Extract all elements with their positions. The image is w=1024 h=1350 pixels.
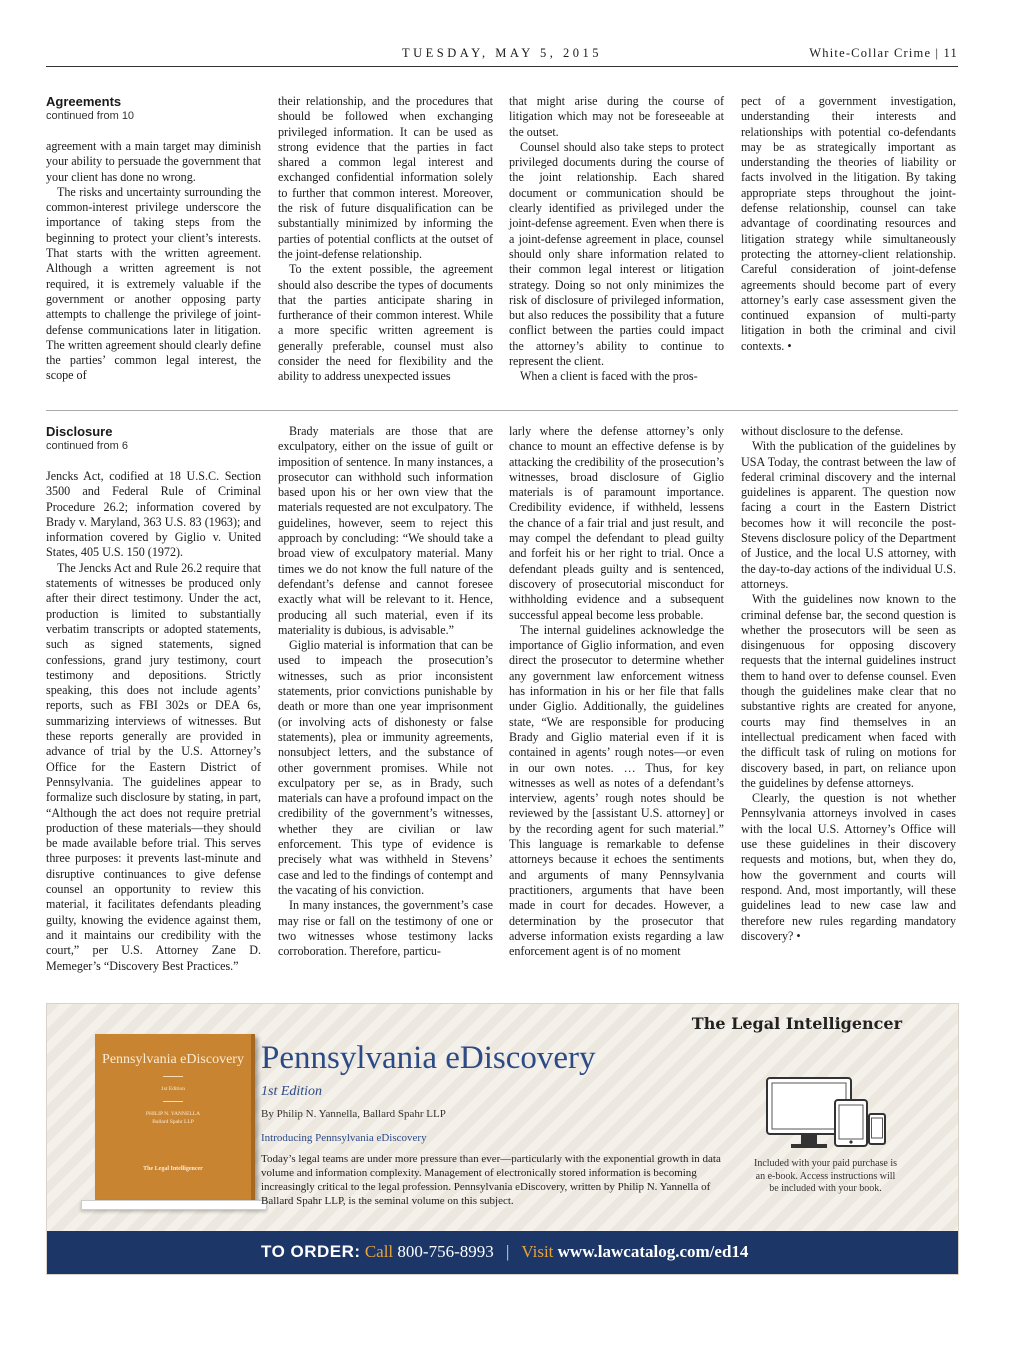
order-label: TO ORDER: bbox=[261, 1242, 361, 1261]
disclosure-section bbox=[46, 424, 958, 994]
paragraph: In many instances, the government’s case may rise or fall on the testimony of one or two witnesses whose testimony lacks corroboration. Therefore, particu- bbox=[278, 898, 493, 959]
ebook-note: Included with your paid purchase is an e-book. Access instructions will be included with your book. bbox=[753, 1158, 898, 1194]
paragraph: without disclosure to the defense. bbox=[741, 424, 904, 438]
book-cover-title: Pennsylvania eDiscovery bbox=[102, 1052, 244, 1067]
ad-author: By Philip N. Yannella, Ballard Spahr LLP bbox=[261, 1108, 446, 1120]
legal-intelligencer-logo: The Legal Intelligencer bbox=[691, 1014, 902, 1033]
paragraph: their relationship, and the procedures that should be followed when exchanging privileged information. It can be used as strong evidence that the parties in fact shared a common legal interest and exchanged confidential information solely to further that common interest. Moreover, the risk of future disqualification can be substantially minimized by informing the parties of potential conflicts at the outset of the joint-defense relationship. bbox=[278, 94, 493, 261]
agreements-column-3 bbox=[509, 94, 724, 385]
book-cover-author: PHILIP N. YANNELLA bbox=[145, 1111, 201, 1117]
book-advertisement[interactable] bbox=[46, 1003, 959, 1275]
book-cover-rule bbox=[163, 1101, 183, 1102]
paragraph: Counsel should also take steps to protect privileged documents during the course of the joint relationship. Each shared document or communication should be clearly identified as privileged under the joint-defense agreement. Even when there is a joint-defense agreement in place, counsel should only share information related to their common legal interest or litigation strategy. Doing so not only minimizes the risk of disclosure of privileged information, but also reduces the possibility that a future conflict between the parties could impact the attorney’s ability to continue to represent the client. bbox=[509, 139, 724, 369]
paragraph: that might arise during the course of litigation which may not be foreseeable at the outset. bbox=[509, 94, 724, 139]
section-divider bbox=[46, 410, 958, 411]
book-cover-rule bbox=[163, 1076, 183, 1077]
disclosure-column-2 bbox=[278, 424, 493, 959]
disclosure-column-4 bbox=[741, 424, 956, 944]
paragraph: pect of a government investigation, understanding their interests and relationships with potential co-defendants may be as strategically important as understanding the theories of liability or facts involved in the litigation. By taking appropriate steps throughout the joint-defense relationship, counsel can take advantage of coordinating resources and litigation strategy while simultaneously protecting the attorney-client relationship. Careful consideration of joint-defense agreements should become part of every attorney’s early case assessment given the continued expansion of multi-party litigation in both the criminal and civil contexts. • bbox=[741, 94, 956, 353]
agreements-column-2 bbox=[278, 94, 493, 385]
disclosure-column-3 bbox=[509, 424, 724, 959]
paragraph: The risks and uncertainty surrounding the common-interest privilege underscore the importance of taking steps from the beginning to protect your client’s interests. That starts with the written agreement. Although a written agreement is not required, it is extremely valuable if the government or another opposing party attempts to challenge the privilege of joint-defense communications later in litigation. The written agreement should clearly define the parties’ common legal interest, the scope of bbox=[46, 184, 261, 383]
agreements-section bbox=[46, 94, 958, 399]
issue-date: TUESDAY, MAY 5, 2015 bbox=[401, 46, 602, 60]
agreements-title: Agreements bbox=[46, 94, 122, 109]
ad-intro: Introducing Pennsylvania eDiscovery bbox=[261, 1132, 427, 1144]
ad-description: Today’s legal teams are under more pressure than ever—particularly with the exponential growth in data volume and information complexity. Management of electronically stored information is becoming increasingly critical to the legal profession. Pennsylvania eDiscovery, written by Philip N. Yannella of Ballard Spahr LLP, is the seminal volume on this subject. bbox=[261, 1153, 721, 1207]
agreements-column-1 bbox=[46, 94, 261, 384]
visit-label: Visit bbox=[521, 1242, 554, 1261]
book-cover-edition: 1st Edition bbox=[161, 1086, 185, 1092]
book-cover-image[interactable] bbox=[95, 1034, 255, 1204]
bar-separator: | bbox=[506, 1242, 510, 1261]
paragraph: Jencks Act, codified at 18 U.S.C. Section 3500 and Federal Rule of Criminal Procedure 26.2; information covered by Brady v. Maryland, 363 U.S. 83 (1963); and information covered by Giglio v. United States, 405 U.S. 150 (1972). bbox=[46, 469, 261, 560]
section-page-label: White-Collar Crime | 11 bbox=[809, 46, 958, 60]
ad-edition: 1st Edition bbox=[261, 1084, 323, 1099]
devices-icon bbox=[765, 1076, 887, 1152]
disclosure-column-1 bbox=[46, 424, 261, 974]
paragraph: Brady materials are those that are exculpatory, either on the issue of guilt or imposition of sentence. In many instances, a prosecutor can withhold such information based upon his or her own view that the materials requested are not exculpatory. The guidelines, however, seem to reject this approach by concluding: “We should take a broad view of exculpatory material. Many times we do not know the full nature of the defendant’s defense and cannot foresee exactly what will be relevant to it. Hence, producing all such material, even if its materiality is dubious, is advisable.” bbox=[278, 424, 493, 637]
ad-book-title: Pennsylvania eDiscovery bbox=[261, 1040, 596, 1076]
disclosure-title: Disclosure bbox=[46, 424, 113, 439]
agreements-continued-note: continued from 10 bbox=[46, 110, 135, 122]
call-label: Call bbox=[364, 1242, 394, 1261]
paragraph: agreement with a main target may diminish your ability to persuade the government that your client has done no wrong. bbox=[46, 139, 261, 184]
paragraph: When a client is faced with the pros- bbox=[520, 369, 698, 384]
paragraph: larly where the defense attorney’s only chance to mount an effective defense is by attacking the credibility of the prosecution’s witnesses, broad disclosure of Giglio materials is of paramount importance. Credibility evidence, if withheld, lessens the chance of a fair trial and just result, and may compel the defendant to plead guilty and forfeit his or her right to trial. Once a defendant pleads guilty and is sentenced, discovery of prosecutorial misconduct for withholding evidence and a subsequent successful appeal become less probable. bbox=[509, 424, 724, 622]
paragraph: To the extent possible, the agreement should also describe the types of documents that the parties anticipate sharing in furtherance of their common interest. While a more specific written agreement is generally preferable, counsel must also consider the need for flexibility and the ability to address unexpected issues bbox=[278, 262, 493, 384]
disclosure-continued-note: continued from 6 bbox=[46, 440, 128, 452]
paragraph: Giglio material is information that can be used to impeach the prosecution’s witnesses, such as prior inconsistent statements, prior convictions punishable by death or more than one year imprisonment (or involving acts of dishonesty or false statements), plea or immunity agreements, nonsubject letters, and the substance of other government promises. While not exculpatory per se, as in Brady, such materials can have a profound impact on the credibility of the government’s witnesses, whether they are civilian or law enforcement. This type of evidence is precisely what was withheld in Stevens’ case and led to the findings of contempt and the vacating of his conviction. bbox=[278, 638, 493, 897]
paragraph: Clearly, the question is not whether Pennsylvania attorneys involved in cases with the local U.S. Attorney’s Office will use these guidelines in their discovery requests and motions, but, when they do, how the government and courts will respond. And, most importantly, will these guidelines lead to new case law and therefore new rules regarding mandatory discovery? • bbox=[741, 791, 956, 943]
paragraph: The Jencks Act and Rule 26.2 require that statements of witnesses be produced only after their direct testimony. Under the act, production is limited to substantially verbatim transcripts or adopted statements, such as signed statements, signed confessions, grand jury testimony, court testimony and depositions. Strictly speaking, this does not include agents’ reports, such as FBI 302s or DEA 6s, summarizing interviews of witnesses. But these reports generally are provided in advance of trial by the U.S. Attorney’s Office for the Eastern District of Pennsylvania. The guidelines appear to formalize such disclosure by stating, in part, “Although the act does not require pretrial production of these materials—they should be made available before trial. This serves three purposes: it prevents last-minute and disruptive continuances to give defense counsel an opportunity to review this material, it facilitates defendants pleading guilty, knowing the evidence against them, and it maintains our credibility with the court,” per U.S. Attorney Zane D. Memeger’s “Discovery Best Practices.” bbox=[46, 560, 261, 973]
order-url-link[interactable]: www.lawcatalog.com/ed14 bbox=[557, 1242, 749, 1261]
paragraph: With the publication of the guidelines by USA Today, the contrast between the law of federal criminal discovery and the internal guidelines is apparent. The question now facing a court in the Eastern District becomes how it will reconcile the post-Stevens disclosure policy of the Department of Justice, and the local U.S attorney, with the day-to-day actions of the individual U.S. attorneys. bbox=[741, 439, 956, 591]
order-bar[interactable] bbox=[47, 1231, 958, 1274]
book-shelf bbox=[81, 1200, 267, 1210]
paragraph: The internal guidelines acknowledge the importance of Giglio information, and even direct the prosecutor to determine whether any government law enforcement witness has information in his or her file that falls under Giglio. Additionally, the guidelines state, “We are responsible for producing Brady and Giglio material even if it is contained in agents’ rough notes—or even in our own notes. … Thus, for key witnesses as well as notes of a defendant’s interview, agents’ rough notes should be reviewed by the [assistant U.S. attorney] or by the recording agent for such material.” This language is remarkable to defense attorneys because it echoes the sentiments and arguments of many Pennsylvania practitioners, arguments that have been made in court for decades. However, a determination by the prosecutor that adverse information exists regarding a law enforcement agent is of no moment bbox=[509, 622, 724, 959]
page-header bbox=[46, 44, 958, 67]
order-phone[interactable]: 800-756-8993 bbox=[397, 1242, 494, 1261]
book-cover-firm: Ballard Spahr LLP bbox=[152, 1119, 194, 1125]
agreements-column-4 bbox=[741, 94, 956, 354]
book-cover-publisher: The Legal Intelligencer bbox=[143, 1166, 203, 1172]
paragraph: With the guidelines now known to the criminal defense bar, the second question is whether the prosecutors will be seen as disingenuous for opposing discovery requests that the internal guidelines instruct them to hand over to defense counsel. Even though the guidelines make clear that no substantive rights are created for anyone, courts may find themselves in an intellectual predicament when faced with the difficult task of ruling on motions for discovery based, in part, on reliance upon the guidelines by defense attorneys. bbox=[741, 592, 956, 790]
